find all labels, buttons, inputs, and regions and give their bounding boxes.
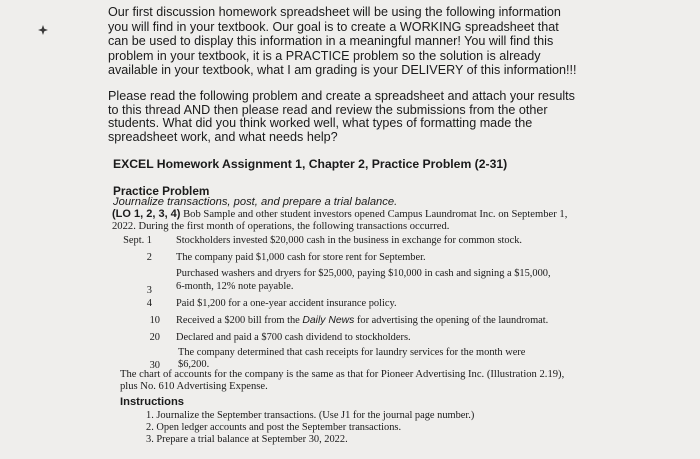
transaction-text: Declared and paid a $700 cash dividend to stockholders.: [176, 332, 411, 343]
instruction-step: 2. Open ledger accounts and post the September transactions.: [146, 422, 402, 433]
intro-paragraph-1: Our first discussion homework spreadsheet will be using the following information you will find in your textbook. Our goal is to create a WORKING spreadsheet that can be used to display this information in a meaningful manner! You will find this problem in your textbook, it is a PRACTICE problem so the solution is already available in your textbook, what I am grading is your DELIVERY of this information!!!: [108, 5, 577, 78]
transaction-text-before: Received a $200 bill from the: [176, 315, 303, 326]
instruction-step: 1. Journalize the September transactions. (Use J1 for the journal page number.): [146, 410, 475, 421]
transaction-text-after: for advertising the opening of the laundromat.: [354, 315, 549, 326]
daily-news-title: Daily News: [302, 315, 355, 326]
transaction-text: Paid $1,200 for a one-year accident insurance policy.: [176, 298, 397, 309]
intro-paragraph-2: Please read the following problem and create a spreadsheet and attach your results to this thread AND then please read and review the submissions from the other students. What did you think worked well, what types of formatting made the spreadsheet work, and what needs help?: [108, 89, 575, 144]
problem-description: [112, 208, 574, 233]
transaction-text-line2: $6,200.: [178, 359, 210, 370]
transaction-text: [176, 315, 548, 327]
transaction-date: 10: [149, 315, 160, 326]
transaction-text-line1: Purchased washers and dryers for $25,000, paying $10,000 in cash and signing a $15,000,: [176, 268, 551, 279]
learning-objectives-code: (LO 1, 2, 3, 4): [112, 208, 181, 220]
transaction-date: 30: [149, 360, 160, 371]
instructions-title: Instructions: [120, 396, 185, 408]
chart-of-accounts-note: The chart of accounts for the company is the same as that for Pioneer Advertising Inc. (Illustration 2.19), plus No. 610 Advertising Expense.: [120, 369, 565, 392]
transaction-date: 2: [146, 252, 152, 263]
assignment-heading: EXCEL Homework Assignment 1, Chapter 2, Practice Problem (2-31): [113, 157, 508, 171]
transaction-date: 4: [146, 298, 152, 309]
transaction-text-line1: The company determined that cash receipts for laundry services for the month were: [178, 347, 526, 358]
transaction-text-line2: 6-month, 12% note payable.: [176, 281, 294, 292]
transaction-date: 3: [146, 285, 152, 296]
transaction-date: 20: [149, 332, 160, 343]
practice-problem-title: Practice Problem: [113, 184, 210, 198]
transaction-date: Sept. 1: [123, 235, 152, 246]
problem-description-text: Bob Sample and other student investors opened Campus Laundromat Inc. on September 1, 2022. During the first month of operations, the following transactions occurred.: [112, 209, 568, 232]
cursor-arrow-icon: [38, 25, 48, 35]
transaction-text: The company paid $1,000 cash for store rent for September.: [176, 252, 426, 263]
practice-problem-subtitle: Journalize transactions, post, and prepare a trial balance.: [113, 196, 398, 208]
instruction-step: 3. Prepare a trial balance at September 30, 2022.: [146, 434, 348, 445]
transaction-text: Stockholders invested $20,000 cash in the business in exchange for common stock.: [176, 235, 523, 246]
